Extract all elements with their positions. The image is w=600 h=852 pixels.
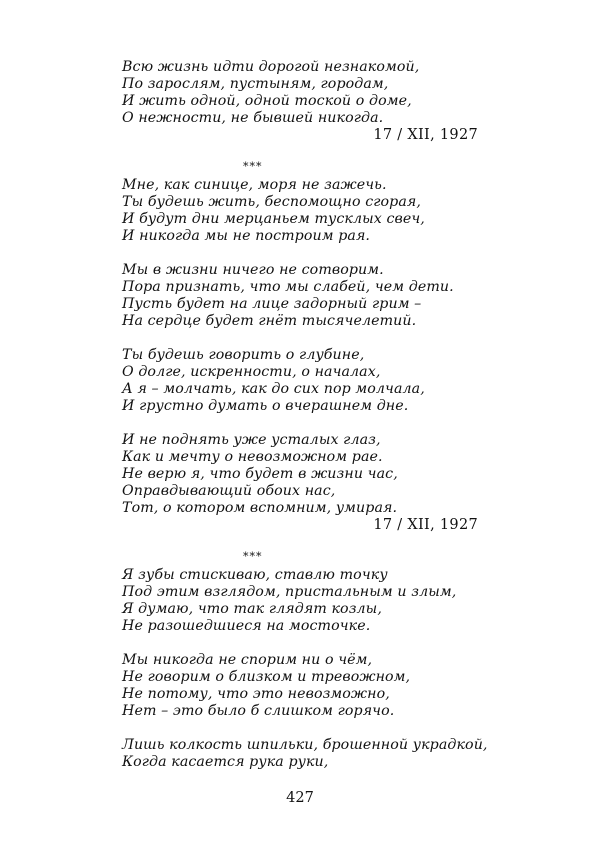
poem-line: Лишь колкость шпильки, брошенной украдкой, (122, 737, 488, 753)
poem1-date: 17 / XII, 1927 (373, 127, 478, 143)
poem-line: Пусть будет на лице задорный грим – (122, 296, 422, 312)
poem1-stanza (122, 59, 482, 127)
poem-line: По зарослям, пустыням, городам, (122, 76, 389, 92)
poem-line: Не разошедшиеся на мосточке. (122, 618, 371, 634)
poem2-stanza-3 (122, 347, 482, 415)
poem-line: Мы в жизни ничего не сотворим. (122, 262, 384, 278)
poem-line: Я зубы стискиваю, ставлю точку (122, 567, 388, 583)
poem-line: О нежности, не бывшей никогда. (122, 110, 384, 126)
poem-line: Всю жизнь идти дорогой незнакомой, (122, 59, 420, 75)
poem2-stanza-2 (122, 262, 482, 330)
poem-line: И никогда мы не построим рая. (122, 228, 371, 244)
poem-line: И не поднять уже усталых глаз, (122, 432, 381, 448)
poem-line: Мы никогда не спорим ни о чём, (122, 652, 373, 668)
poem2-stanza-1 (122, 177, 482, 245)
page-number: 427 (286, 790, 314, 806)
poem3-stanza-3 (122, 737, 488, 771)
poem-line: Оправдывающий обоих нас, (122, 483, 336, 499)
poem-line: Не верю я, что будет в жизни час, (122, 466, 398, 482)
poem-line: А я – молчать, как до сих пор молчала, (122, 381, 425, 397)
poem3-stanza-1 (122, 567, 482, 635)
poem-line: Ты будешь жить, беспомощно сгорая, (122, 194, 422, 210)
poem-line: О долге, искренности, о началах, (122, 364, 381, 380)
poem-line: Пора признать, что мы слабей, чем дети. (122, 279, 454, 295)
poem-line: Как и мечту о невозможном рае. (122, 449, 383, 465)
poem-line: Нет – это было б слишком горячо. (122, 703, 395, 719)
poem-line: Когда касается рука руки, (122, 754, 329, 770)
poem-line: И будут дни мерцаньем тусклых свеч, (122, 211, 425, 227)
poem-line: Ты будешь говорить о глубине, (122, 347, 365, 363)
poem-line: И жить одной, одной тоской о доме, (122, 93, 412, 109)
poem-line: На сердце будет гнёт тысячелетий. (122, 313, 417, 329)
poem2-stanza-4 (122, 432, 482, 517)
poem-line: Мне, как синице, моря не зажечь. (122, 177, 387, 193)
poem3-separator: *** (243, 550, 263, 563)
poem-line: Не говорим о близком и тревожном, (122, 669, 411, 685)
poem-line: Тот, о котором вспомним, умирая. (122, 500, 398, 516)
poem2-date: 17 / XII, 1927 (373, 517, 478, 533)
poem2-separator: *** (243, 160, 263, 173)
poem-line: И грустно думать о вчерашнем дне. (122, 398, 409, 414)
poem-line: Я думаю, что так глядят козлы, (122, 601, 382, 617)
poem-line: Не потому, что это невозможно, (122, 686, 390, 702)
poem3-stanza-2 (122, 652, 482, 720)
poem-line: Под этим взглядом, пристальным и злым, (122, 584, 457, 600)
